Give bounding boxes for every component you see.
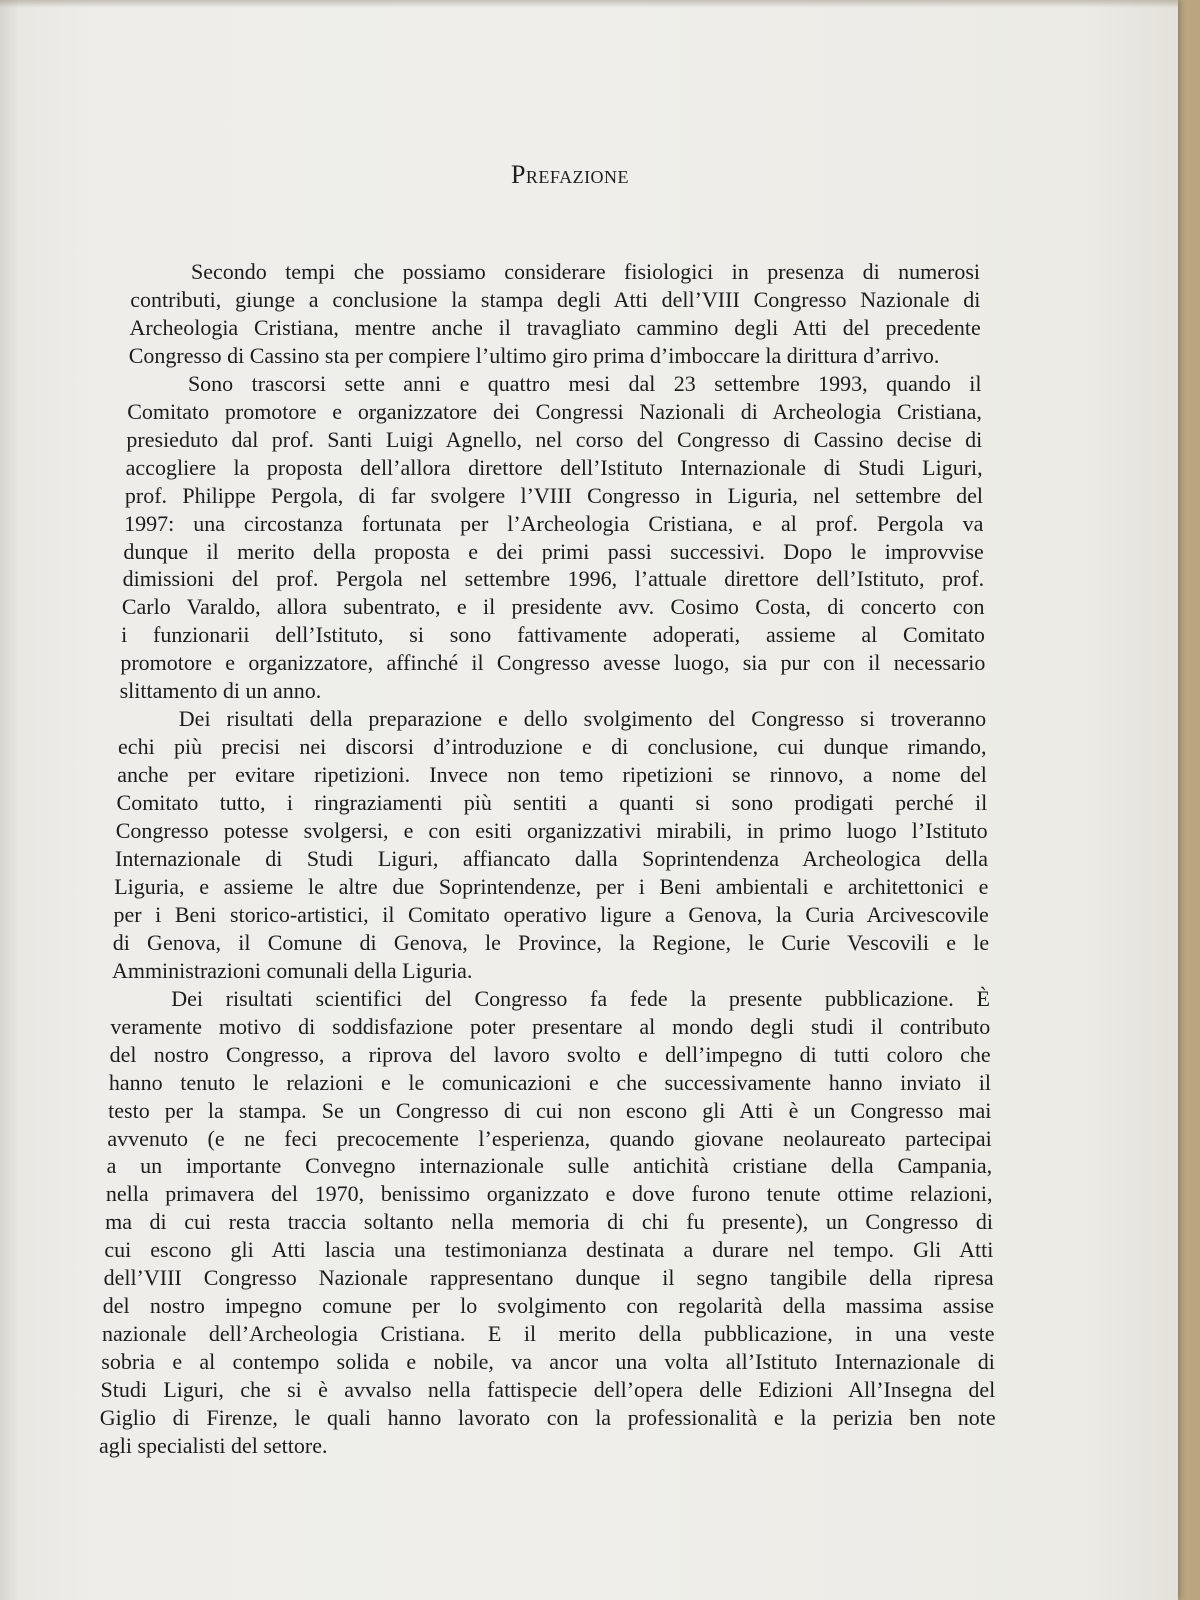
text-line: Congresso potesse svolgersi, e con esiti organizzativi mirabili, in primo luogo l’Istituto: [115, 818, 988, 844]
text-line: promotore e organizzatore, affinché il Congresso avesse luogo, sia pur con il necessario: [120, 650, 986, 676]
text-line: cui escono gli Atti lascia una testimonianza destinata a durare nel tempo. Gli Atti: [104, 1237, 994, 1263]
text-line: Amministrazioni comunali della Liguria.: [111, 957, 473, 983]
text-line: nazionale dell’Archeologia Cristiana. E il merito della pubblicazione, in una veste: [102, 1321, 995, 1347]
text-line: del nostro impegno comune per lo svolgimento con regolarità della massima assise: [102, 1293, 995, 1319]
text-line: Studi Liguri, che si è avvalso nella fattispecie dell’opera delle Edizioni All’Insegna del: [100, 1377, 996, 1403]
text-line: Internazionale di Studi Liguri, affiancato dalla Soprintendenza Archeologica della: [115, 846, 988, 871]
text-line: Archeologia Cristiana, mentre anche il travagliato cammino degli Atti del precedente: [129, 314, 981, 340]
text-line: agli specialisti del settore.: [99, 1433, 328, 1458]
text-line: slittamento di un anno.: [119, 678, 322, 704]
text-line: presieduto dal prof. Santi Luigi Agnello, nel corso del Congresso di Cassino decise di: [126, 426, 983, 452]
text-line: hanno tenuto le relazioni e le comunicazioni e che successivamente hanno inviato il: [108, 1069, 992, 1095]
text-line: del nostro Congresso, a riprova del lavoro svolto e dell’impegno di tutti coloro che: [109, 1041, 991, 1067]
text-line: prof. Philippe Pergola, di far svolgere l’VIII Congresso in Liguria, nel settembre del: [124, 482, 984, 508]
text-line: anche per evitare ripetizioni. Invece non temo ripetizioni se rinnovo, a nome del: [117, 762, 987, 788]
text-line: di Genova, il Comune di Genova, le Province, la Regione, le Curie Vescovili e le: [112, 929, 990, 955]
text-line: Carlo Varaldo, allora subentrato, e il presidente avv. Cosimo Costa, di concerto con: [121, 594, 985, 620]
text-line: contributi, giunge a conclusione la stampa degli Atti dell’VIII Congresso Nazionale di: [130, 286, 981, 312]
text-line: 1997: una circostanza fortunata per l’Archeologia Cristiana, e al prof. Pergola va: [124, 510, 984, 536]
text-line: i funzionarii dell’Istituto, si sono fattivamente adoperati, assieme al Comitato: [121, 622, 985, 648]
text-line: nella primavera del 1970, benissimo organizzato e dove furono tenute ottime relazioni,: [105, 1181, 993, 1207]
text-line: per i Beni storico-artistici, il Comitato operativo ligure a Genova, la Curia Arcivescovile: [113, 901, 989, 927]
text-line: veramente motivo di soddisfazione poter presentare al mondo degli studi il contributo: [110, 1013, 991, 1039]
text-line: avvenuto (e ne feci precocemente l’esperienza, quando giovane neolaureato partecipai: [107, 1125, 992, 1151]
text-line: dimissioni del prof. Pergola nel settembre 1996, l’attuale direttore dell’Istituto, prof.: [122, 566, 985, 592]
text-line: Comitato tutto, i ringraziamenti più sentiti a quanti si sono prodigati perché il: [116, 790, 988, 816]
text-line: Liguria, e assieme le altre due Soprintendenze, per i Beni ambientali e architettonici e: [114, 873, 989, 899]
text-line: Secondo tempi che possiamo considerare fisiologici in presenza di numerosi: [191, 259, 980, 284]
text-line: Dei risultati della preparazione e dello svolgimento del Congresso si troveranno: [178, 706, 987, 732]
text-line: Comitato promotore e organizzatore dei Congressi Nazionali di Archeologia Cristiana,: [127, 398, 982, 424]
text-line: dell’VIII Congresso Nazionale rappresentano dunque il segno tangibile della ripresa: [103, 1265, 994, 1291]
text-line: accogliere la proposta dell’allora direttore dell’Istituto Internazionale di Studi Liguri,: [125, 454, 983, 480]
text-line: a un importante Convegno internazionale sulle antichità cristiane della Campania,: [106, 1153, 993, 1179]
text-line: Congresso di Cassino sta per compiere l’ultimo giro prima d’imboccare la dirittura d’arrivo.: [128, 342, 940, 368]
text-line: dunque il merito della proposta e dei primi passi successivi. Dopo le improvvise: [123, 538, 984, 564]
text-line: Dei risultati scientifici del Congresso fa fede la presente pubblicazione. È: [171, 985, 990, 1011]
text-line: Sono trascorsi sette anni e quattro mesi dal 23 settembre 1993, quando il: [187, 370, 982, 396]
page-title: Prefazione: [510, 160, 630, 189]
text-line: testo per la stampa. Se un Congresso di cui non escono gli Atti è un Congresso mai: [108, 1097, 992, 1123]
text-line: echi più precisi nei discorsi d’introduzione e di conclusione, cui dunque rimando,: [118, 734, 987, 760]
text-line: Giglio di Firenze, le quali hanno lavorato con la professionalità e la perizia ben note: [99, 1405, 996, 1431]
text-line: sobria e al contempo solida e nobile, va ancor una volta all’Istituto Internazionale di: [101, 1349, 995, 1375]
text-line: ma di cui resta traccia soltanto nella memoria di chi fu presente), un Congresso di: [105, 1209, 993, 1235]
